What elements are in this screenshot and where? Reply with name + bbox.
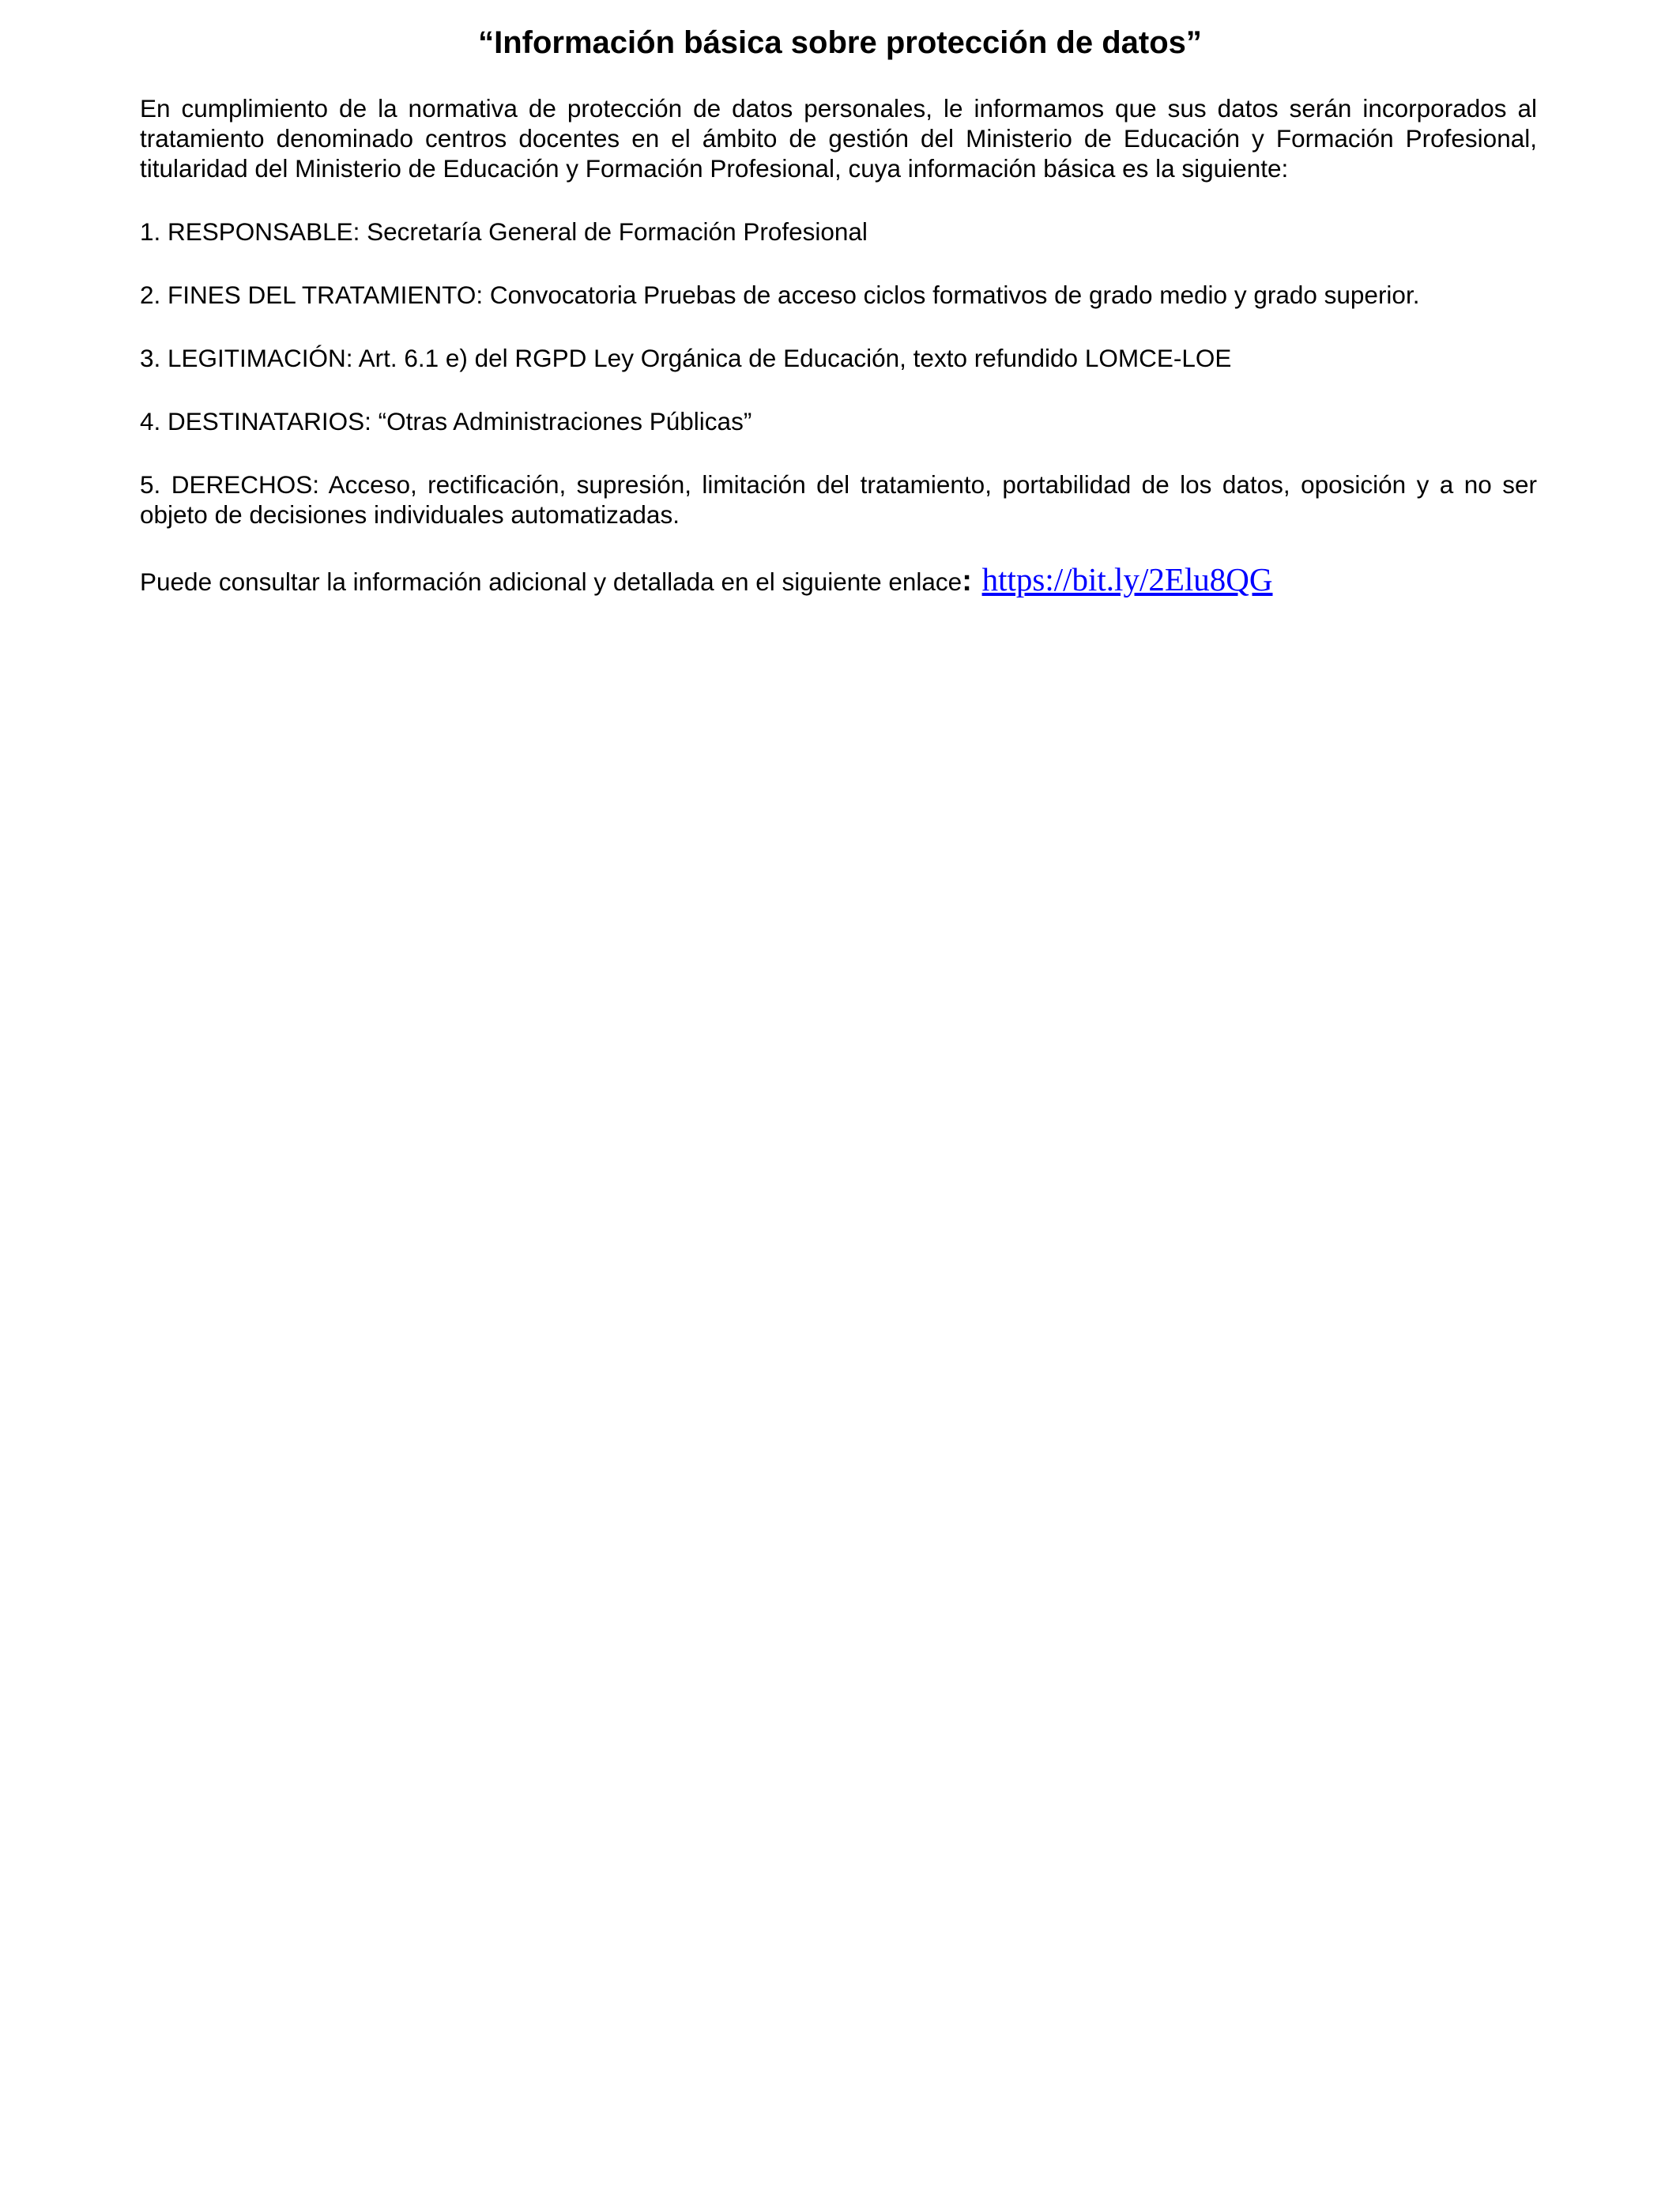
- item-fines-del-tratamiento: 2. FINES DEL TRATAMIENTO: Convocatoria Pruebas de acceso ciclos formativos de grado medio y grado superior.: [140, 281, 1420, 309]
- item-responsable: 1. RESPONSABLE: Secretaría General de Formación Profesional: [140, 217, 868, 246]
- footer-line: [140, 561, 1537, 598]
- info-link[interactable]: https://bit.ly/2Elu8QG: [981, 561, 1273, 598]
- intro-paragraph: En cumplimiento de la normativa de protección de datos personales, le informamos que sus datos serán incorporados al tratamiento denominado centros docentes en el ámbito de gestión del Ministerio de Educación y Formación Profesional, titularidad del Ministerio de Educación y Formación Profesional, cuya información básica es la siguiente:: [140, 94, 1537, 183]
- footer-colon: :: [962, 564, 972, 598]
- document-body: [140, 93, 1537, 597]
- item-derechos: 5. DERECHOS: Acceso, rectificación, supresión, limitación del tratamiento, portabilidad de los datos, oposición y a no ser objeto de decisiones individuales automatizadas.: [140, 470, 1537, 529]
- item-destinatarios: 4. DESTINATARIOS: “Otras Administraciones Públicas”: [140, 407, 752, 435]
- document-title: “Información básica sobre protección de datos”: [478, 25, 1202, 60]
- footer-text: Puede consultar la información adicional y detallada en el siguiente enlace: [140, 567, 962, 596]
- item-legitimacion: 3. LEGITIMACIÓN: Art. 6.1 e) del RGPD Ley Orgánica de Educación, texto refundido LOMCE-LOE: [140, 344, 1232, 372]
